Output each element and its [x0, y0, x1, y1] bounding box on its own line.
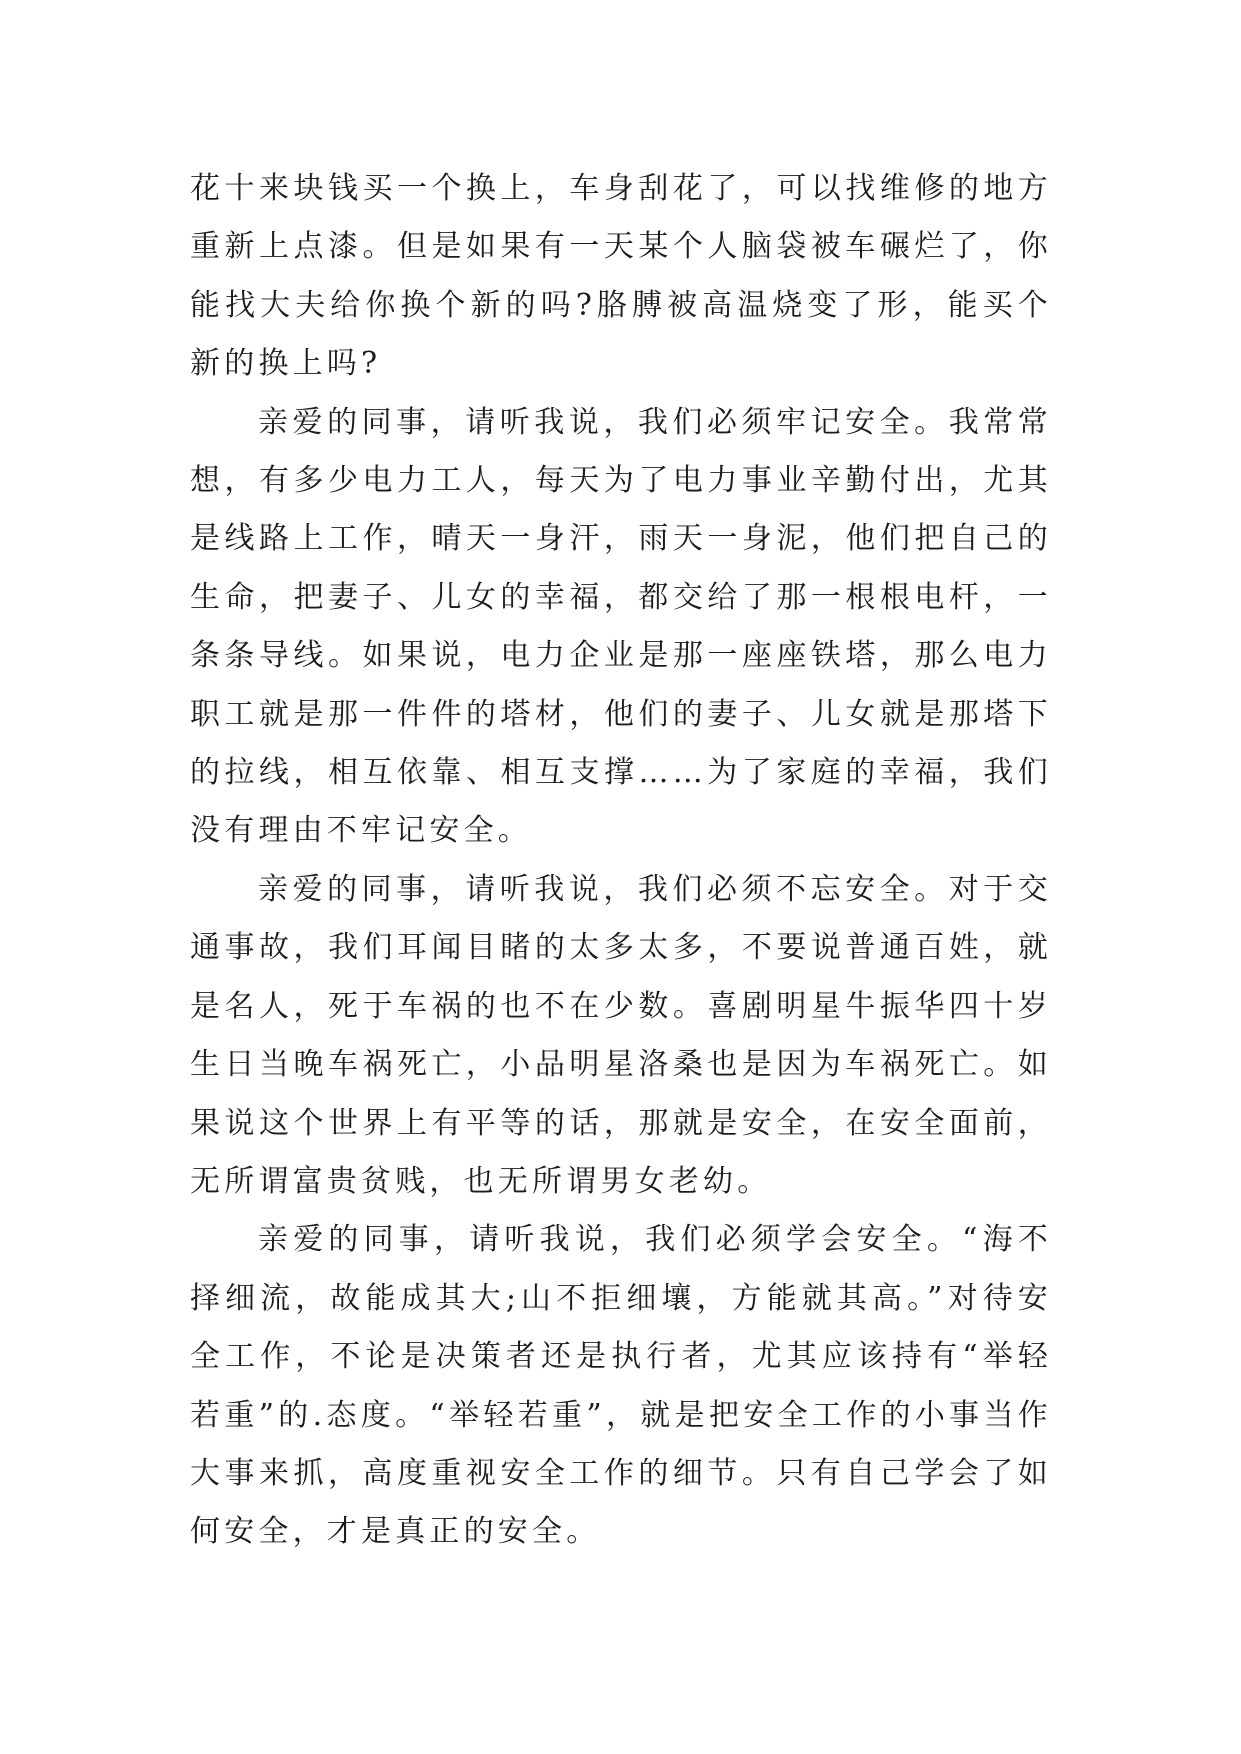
document-body: [190, 160, 1052, 1562]
paragraph-never-forget-safety: 亲爱的同事，请听我说，我们必须不忘安全。对于交通事故，我们耳闻目睹的太多太多，不要说普通百姓，就是名人，死于车祸的也不在少数。喜剧明星牛振华四十岁生日当晚车祸死亡，小品明星洛桑也是因为车祸死亡。如果说这个世界上有平等的话，那就是安全，在安全面前，无所谓富贵贫贱，也无所谓男女老幼。: [190, 871, 1052, 1199]
paragraph-remember-safety: 亲爱的同事，请听我说，我们必须牢记安全。我常常想，有多少电力工人，每天为了电力事业辛勤付出，尤其是线路上工作，晴天一身汗，雨天一身泥，他们把自己的生命，把妻子、儿女的幸福，都交给了那一根根电杆，一条条导线。如果说，电力企业是那一座座铁塔，那么电力职工就是那一件件的塔材，他们的妻子、儿女就是那塔下的拉线，相互依靠、相互支撑……为了家庭的幸福，我们没有理由不牢记安全。: [190, 404, 1052, 849]
paragraph-continuation: 花十来块钱买一个换上，车身刮花了，可以找维修的地方重新上点漆。但是如果有一天某个人脑袋被车碾烂了，你能找大夫给你换个新的吗?胳膊被高温烧变了形，能买个新的换上吗?: [190, 171, 1052, 382]
paragraph-learn-safety: 亲爱的同事，请听我说，我们必须学会安全。“海不择细流，故能成其大;山不拒细壤，方能就其高。”对待安全工作，不论是决策者还是执行者，尤其应该持有“举轻若重”的.态度。“举轻若重”，就是把安全工作的小事当作大事来抓，高度重视安全工作的细节。只有自己学会了如何安全，才是真正的安全。: [190, 1222, 1052, 1550]
